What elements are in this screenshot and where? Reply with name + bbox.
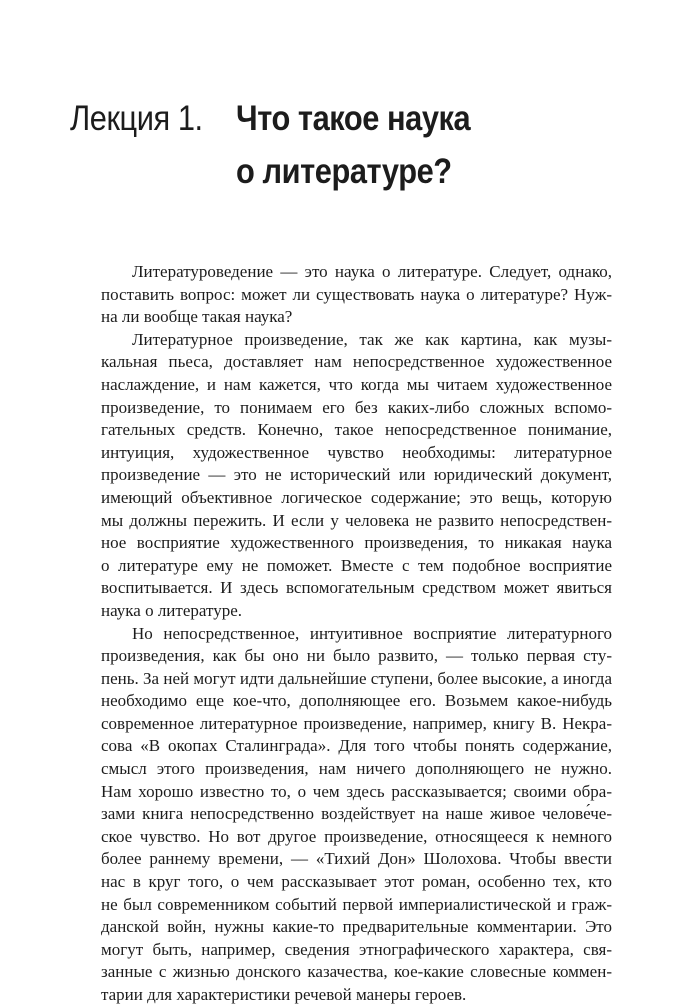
text-line: интуиция, художественное чувство необходимы: литературное [101,442,612,462]
text-line: ское чувство. Но вот другое произведение, относящееся к немного [101,826,612,846]
text-line: имеющий объективное логическое содержание; это вещь, которую [101,487,612,507]
text-line: наслаждение, и нам кажется, что когда мы читаем художественное [101,374,612,394]
text-line: более раннему времени, — «Тихий Дон» Шолохова. Чтобы ввести [101,849,612,869]
text-line: Литературное произведение, так же как картина, как музы- [132,329,612,349]
text-line: пень. За ней могут идти дальнейшие ступени, более высокие, а иногда [101,668,612,688]
text-line: наука о литературе. [101,600,242,620]
text-line: гательных средств. Конечно, такое непосредственное понимание, [101,420,612,440]
text-line: мы должны пережить. И если у человека не развито непосредствен- [101,510,612,530]
body-text [70,261,612,1007]
text-line: о литературе ему не поможет. Вместе с тем подобное восприятие [101,555,612,575]
text-line: современное литературное произведение, например, книгу В. Некра- [101,713,612,733]
lecture-number: Лекция 1. [70,99,203,138]
text-line: Нам хорошо известно то, о чем здесь рассказывается; своими обра- [101,781,612,801]
text-line: данской войн, нужны какие-то предварительные комментарии. Это [101,917,612,937]
text-line: произведение — это не исторический или юридический документ, [101,465,612,485]
text-line: могут быть, например, сведения этнографического характера, свя- [101,939,612,959]
text-line: зами книга непосредственно воздействует на наше живое челове́че- [101,804,612,824]
paragraph-1 [70,261,612,329]
text-line: произведение, то понимаем его без каких-либо сложных вспомо- [101,397,612,417]
lecture-title-line-2: о литературе? [236,152,452,191]
text-line: Литературоведение — это наука о литературе. Следует, однако, [132,262,612,281]
text-line: поставить вопрос: может ли существовать наука о литературе? Нуж- [101,284,612,304]
text-line: смысл этого произведения, нам ничего дополняющего не нужно. [101,759,612,779]
paragraph-2 [70,329,612,623]
text-line: занные с жизнью донского казачества, кое-какие словесные коммен- [101,962,612,982]
text-line: Но непосредственное, интуитивное восприятие литературного [132,623,612,643]
text-line: воспитывается. И здесь вспомогательным средством может явиться [101,578,612,598]
text-line: не был современником событий первой империалистической и граж- [101,894,612,914]
paragraph-3 [70,623,612,1007]
text-line: тарии для характеристики речевой манеры героев. [101,985,467,1004]
text-line: ное восприятие художественного произведения, то никакая наука [101,533,612,553]
text-line: кальная пьеса, доставляет нам непосредственное художественное [101,352,612,372]
lecture-title-line-1: Что такое наука [236,99,471,138]
text-line: необходимо еще кое-что, дополняющее его. Возьмем какое-нибудь [101,691,612,711]
text-line: произведения, как бы оно ни было развито, — только первая сту- [101,646,612,666]
text-line: на ли вообще такая наука? [101,307,293,327]
lecture-heading [70,92,630,191]
text-line: сова «В окопах Сталинграда». Для того чтобы понять содержание, [101,736,612,756]
text-line: нас в круг того, о чем рассказывает этот роман, особенно тех, кто [101,872,612,892]
